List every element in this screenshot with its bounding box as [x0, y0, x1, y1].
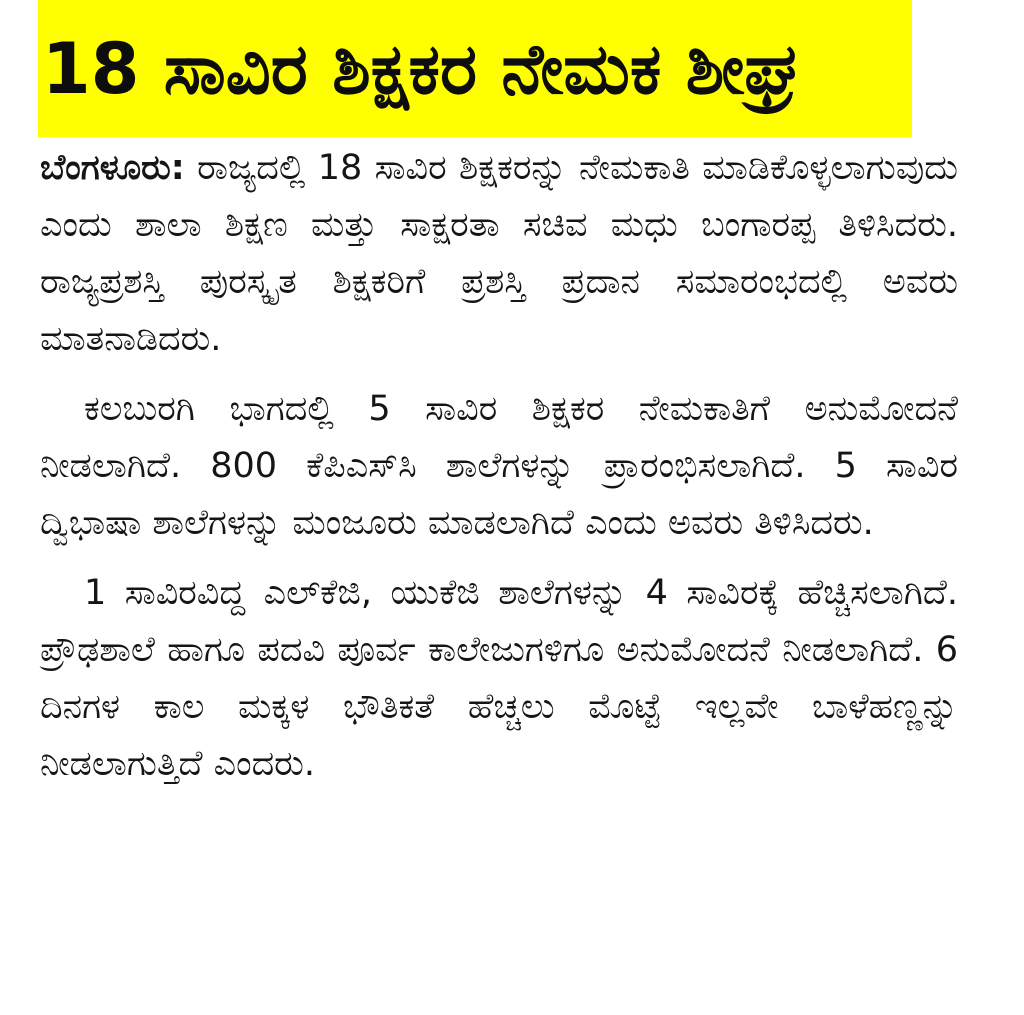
paragraph-1	[40, 140, 958, 368]
paragraph-2: ಕಲಬುರಗಿ ಭಾಗದಲ್ಲಿ 5 ಸಾವಿರ ಶಿಕ್ಷಕರ ನೇಮಕಾತಿಗೆ ಅನುಮೋದನೆ ನೀಡಲಾಗಿದೆ. 800 ಕೆಪಿಎಸ್‌ಸಿ ಶಾಲೆಗಳನ್ನು ಪ್ರಾರಂಭಿಸಲಾಗಿದೆ. 5 ಸಾವಿರ ದ್ವಿಭಾಷಾ ಶಾಲೆಗಳನ್ನು ಮಂಜೂರು ಮಾಡಲಾಗಿದೆ ಎಂದು ಅವರು ತಿಳಿಸಿದರು.	[40, 389, 958, 543]
article-body	[40, 140, 958, 793]
headline: 18 ಸಾವಿರ ಶಿಕ್ಷಕರ ನೇಮಕ ಶೀಘ್ರ	[42, 28, 800, 110]
paragraph-1-text: ರಾಜ್ಯದಲ್ಲಿ 18 ಸಾವಿರ ಶಿಕ್ಷಕರನ್ನು ನೇಮಕಾತಿ ಮಾಡಿಕೊಳ್ಳಲಾಗುವುದು ಎಂದು ಶಾಲಾ ಶಿಕ್ಷಣ ಮತ್ತು ಸಾಕ್ಷರತಾ ಸಚಿವ ಮಧು ಬಂಗಾರಪ್ಪ ತಿಳಿಸಿದರು. ರಾಜ್ಯಪ್ರಶಸ್ತಿ ಪುರಸ್ಕೃತ ಶಿಕ್ಷಕರಿಗೆ ಪ್ರಶಸ್ತಿ ಪ್ರದಾನ ಸಮಾರಂಭದಲ್ಲಿ ಅವರು ಮಾತನಾಡಿದರು.	[40, 148, 958, 359]
paragraph-3: 1 ಸಾವಿರವಿದ್ದ ಎಲ್‌ಕೆಜಿ, ಯುಕೆಜಿ ಶಾಲೆಗಳನ್ನು 4 ಸಾವಿರಕ್ಕೆ ಹೆಚ್ಚಿಸಲಾಗಿದೆ. ಪ್ರೌಢಶಾಲೆ ಹಾಗೂ ಪದವಿ ಪೂರ್ವ ಕಾಲೇಜುಗಳಿಗೂ ಅನುಮೋದನೆ ನೀಡಲಾಗಿದೆ. 6 ದಿನಗಳ ಕಾಲ ಮಕ್ಕಳ ಭೌತಿಕತೆ ಹೆಚ್ಚಲು ಮೊಟ್ಟೆ ಇಲ್ಲವೇ ಬಾಳೆಹಣ್ಣನ್ನು ನೀಡಲಾಗುತ್ತಿದೆ ಎಂದರು.	[40, 573, 958, 784]
dateline: ಬೆಂಗಳೂರು:	[40, 148, 185, 188]
